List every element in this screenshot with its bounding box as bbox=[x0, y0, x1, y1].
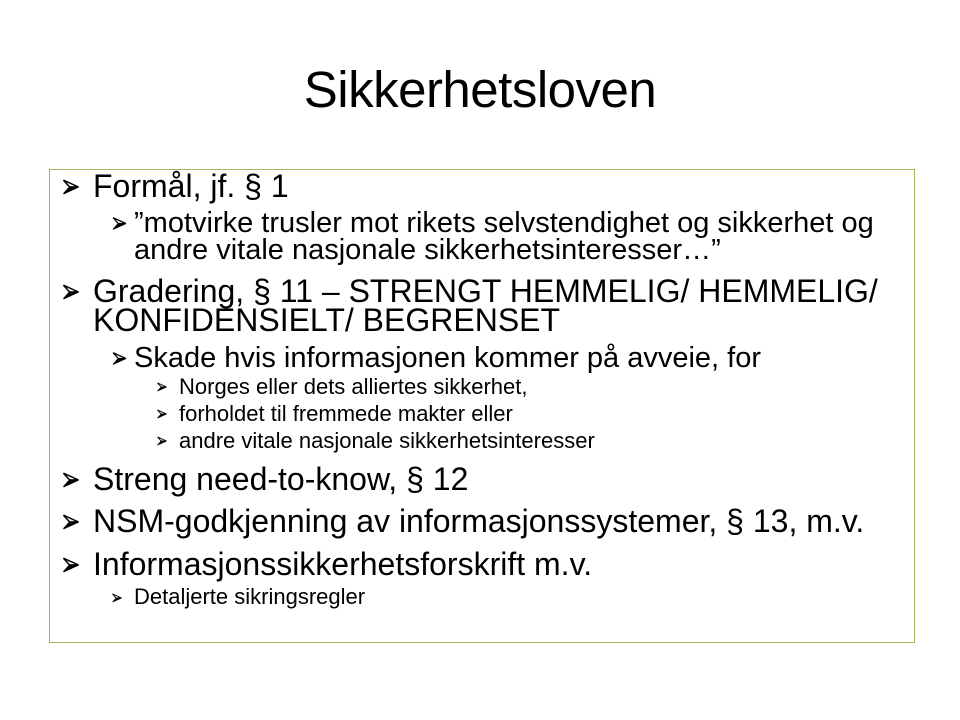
bullet-item bbox=[50, 461, 904, 497]
arrowhead-bullet-icon bbox=[111, 215, 128, 232]
slide-title: Sikkerhetsloven bbox=[303, 61, 657, 118]
bullet-item bbox=[50, 207, 904, 267]
bullet-item bbox=[50, 584, 904, 610]
bullet-text: Streng need-to-know, § 12 bbox=[93, 461, 469, 497]
arrowhead-bullet-icon bbox=[61, 177, 81, 197]
arrowhead-bullet-icon bbox=[61, 470, 81, 490]
arrowhead-bullet-icon bbox=[156, 381, 168, 393]
bullet-item bbox=[50, 374, 904, 400]
bullet-item bbox=[50, 428, 904, 454]
bullet-text: Gradering, § 11 – STRENGT HEMMELIG/ HEMMELIG/ KONFIDENSIELT/ BEGRENSET bbox=[93, 272, 878, 339]
bullet-item bbox=[50, 168, 904, 204]
bullet-item bbox=[50, 545, 904, 582]
bullet-text: Formål, jf. § 1 bbox=[93, 168, 289, 204]
arrowhead-bullet-icon bbox=[111, 350, 128, 367]
bullet-text: NSM-godkjenning av informasjonssystemer, § 13, m.v. bbox=[93, 503, 865, 540]
bullet-text: andre vitale nasjonale sikkerhetsinteresser bbox=[179, 428, 595, 454]
bullet-text: Norges eller dets alliertes sikkerhet, bbox=[179, 374, 528, 400]
bullet-text: Detaljerte sikringsregler bbox=[134, 584, 366, 610]
bullet-text: Informasjonssikkerhetsforskrift m.v. bbox=[93, 545, 593, 582]
arrowhead-bullet-icon bbox=[61, 512, 81, 532]
bullet-text: Skade hvis informasjonen kommer på avveie, for bbox=[134, 341, 762, 374]
bullet-item bbox=[50, 341, 904, 374]
arrowhead-bullet-icon bbox=[61, 282, 81, 302]
bullet-item bbox=[50, 503, 904, 540]
arrowhead-bullet-icon bbox=[61, 555, 81, 575]
arrowhead-bullet-icon bbox=[111, 592, 123, 604]
bullet-text: forholdet til fremmede makter eller bbox=[179, 401, 513, 427]
content-box bbox=[49, 169, 915, 643]
bullet-text: ”motvirke trusler mot rikets selvstendighet og sikkerhet og andre vitale nasjonale sikkerhetsinteresser…” bbox=[134, 207, 874, 267]
bullet-item bbox=[50, 401, 904, 427]
bullet-item bbox=[50, 272, 904, 339]
arrowhead-bullet-icon bbox=[156, 435, 168, 447]
arrowhead-bullet-icon bbox=[156, 408, 168, 420]
